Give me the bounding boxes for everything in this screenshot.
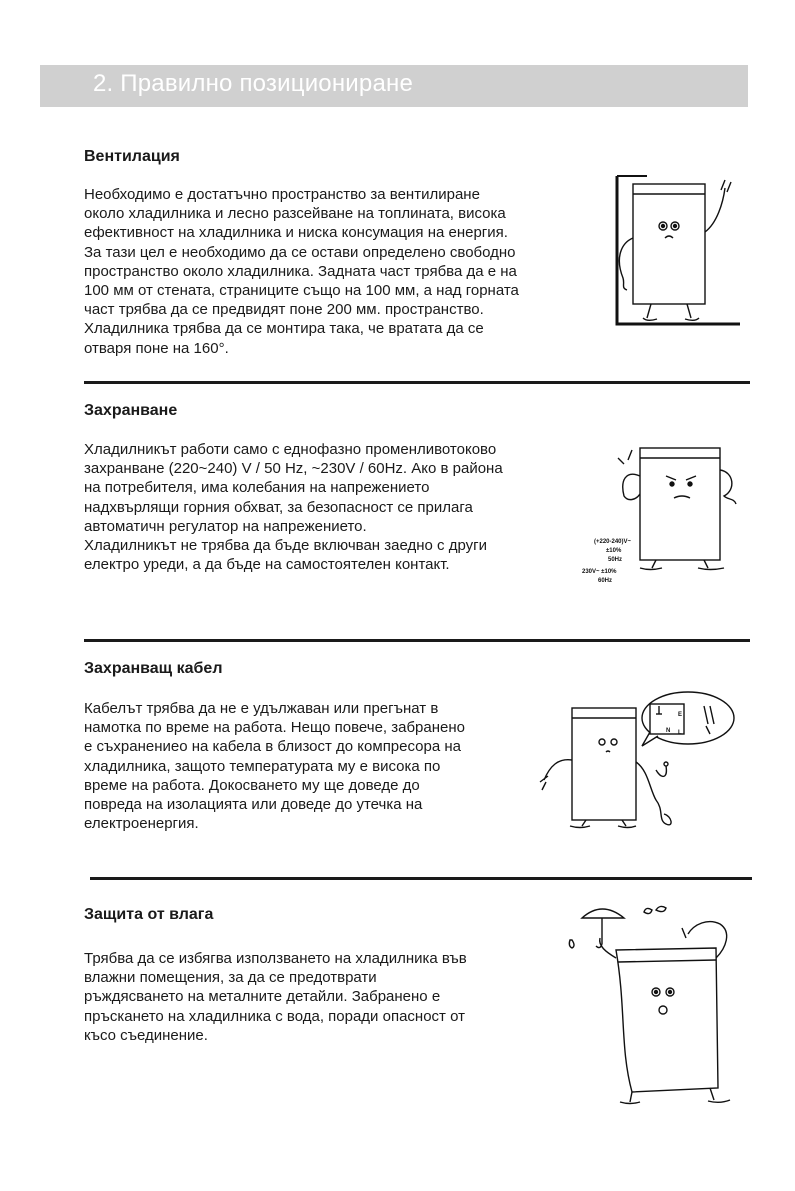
text-line: захранване (220~240) V / 50 Hz, ~230V / 60Hz. Ако в района: [84, 460, 503, 478]
text-line: повреда на изолацията или доведе до утечка на: [84, 796, 423, 814]
fridge-ventilation-illustration: [585, 168, 745, 328]
text-line: Хладилника трябва да се монтира така, че вратата да се: [84, 320, 484, 338]
text-line: пръскането на хладилника с вода, поради опасност от: [84, 1007, 465, 1025]
text-line: надхвърлящи горния обхват, за безопасност се прилага: [84, 498, 473, 516]
section-body-ventilation: [84, 185, 519, 358]
text-line: 100 мм от стената, страниците също на 100 мм, а над горната: [84, 282, 519, 300]
fridge-power-supply-illustration: [578, 440, 748, 590]
text-line: електро уреди, а да бъде на самостоятелен контакт.: [84, 556, 450, 574]
text-line: електроенергия.: [84, 815, 199, 833]
voltage-alt-label: 230V~ ±10%: [582, 569, 617, 575]
text-line: Необходимо е достатъчно пространство за вентилиране: [84, 186, 480, 203]
text-line: намотка по време на работа. Нещо повече, забранено: [84, 719, 465, 737]
text-line: хладилника, защото температурата му е висока по: [84, 757, 441, 775]
fridge-cable-illustration: [538, 690, 738, 840]
frequency-alt-label: 60Hz: [598, 578, 613, 584]
section-body-power-supply: [84, 440, 503, 574]
text-line: късо съединение.: [84, 1026, 208, 1044]
page-title: 2. Правилно позициониране: [93, 70, 413, 97]
live-label: L: [678, 730, 682, 736]
text-line: автоматичн регулатор на напрежението.: [84, 517, 367, 535]
text-line: ефективност на хладилника и ниска консумация на енергия.: [84, 224, 508, 242]
section-title-power-cable: Захранващ кабел: [84, 660, 223, 677]
section-divider: [90, 877, 752, 880]
text-line: около хладилника и лесно разсейване на топлината, висока: [84, 205, 506, 223]
section-title-moisture-protection: Защита от влага: [84, 906, 214, 923]
text-line: е съхранениео на кабела в близост до компресора на: [84, 738, 461, 756]
neutral-label: N: [666, 728, 671, 734]
text-line: влажни помещения, за да се предотврати: [84, 969, 377, 987]
text-line: част трябва да се предвидят поне 200 мм. пространство.: [84, 301, 484, 319]
text-line: Трябва да се избягва използването на хладилника във: [84, 950, 467, 967]
text-line: отваря поне на 160°.: [84, 339, 229, 357]
text-line: ръждясването на металните детайли. Забранено е: [84, 988, 441, 1006]
voltage-label: (+220-240)V~: [594, 539, 632, 545]
earth-label: E: [678, 712, 683, 718]
section-header-band: [40, 65, 748, 107]
tolerance-label: ±10%: [606, 548, 622, 554]
text-line: пространство около хладилника. Задната част трябва да е на: [84, 262, 517, 280]
text-line: Кабелът трябва да не е удължаван или прегънат в: [84, 700, 439, 717]
section-body-moisture-protection: [84, 949, 467, 1045]
section-divider: [84, 381, 750, 384]
text-line: Хладилникът не трябва да бъде включван заедно с други: [84, 537, 487, 555]
section-title-power-supply: Захранване: [84, 402, 178, 419]
section-divider: [84, 639, 750, 642]
text-line: време на работа. Докосването му ще доведе до: [84, 776, 420, 794]
text-line: За тази цел е необходимо да се остави определено свободно: [84, 243, 516, 261]
frequency-label: 50Hz: [608, 557, 623, 563]
section-body-power-cable: [84, 699, 465, 833]
fridge-moisture-illustration: [560, 898, 740, 1110]
text-line: на потребителя, има колебания на напрежението: [84, 479, 430, 497]
section-title-ventilation: Вентилация: [84, 148, 180, 165]
text-line: Хладилникът работи само с еднофазно променливотоково: [84, 441, 497, 458]
